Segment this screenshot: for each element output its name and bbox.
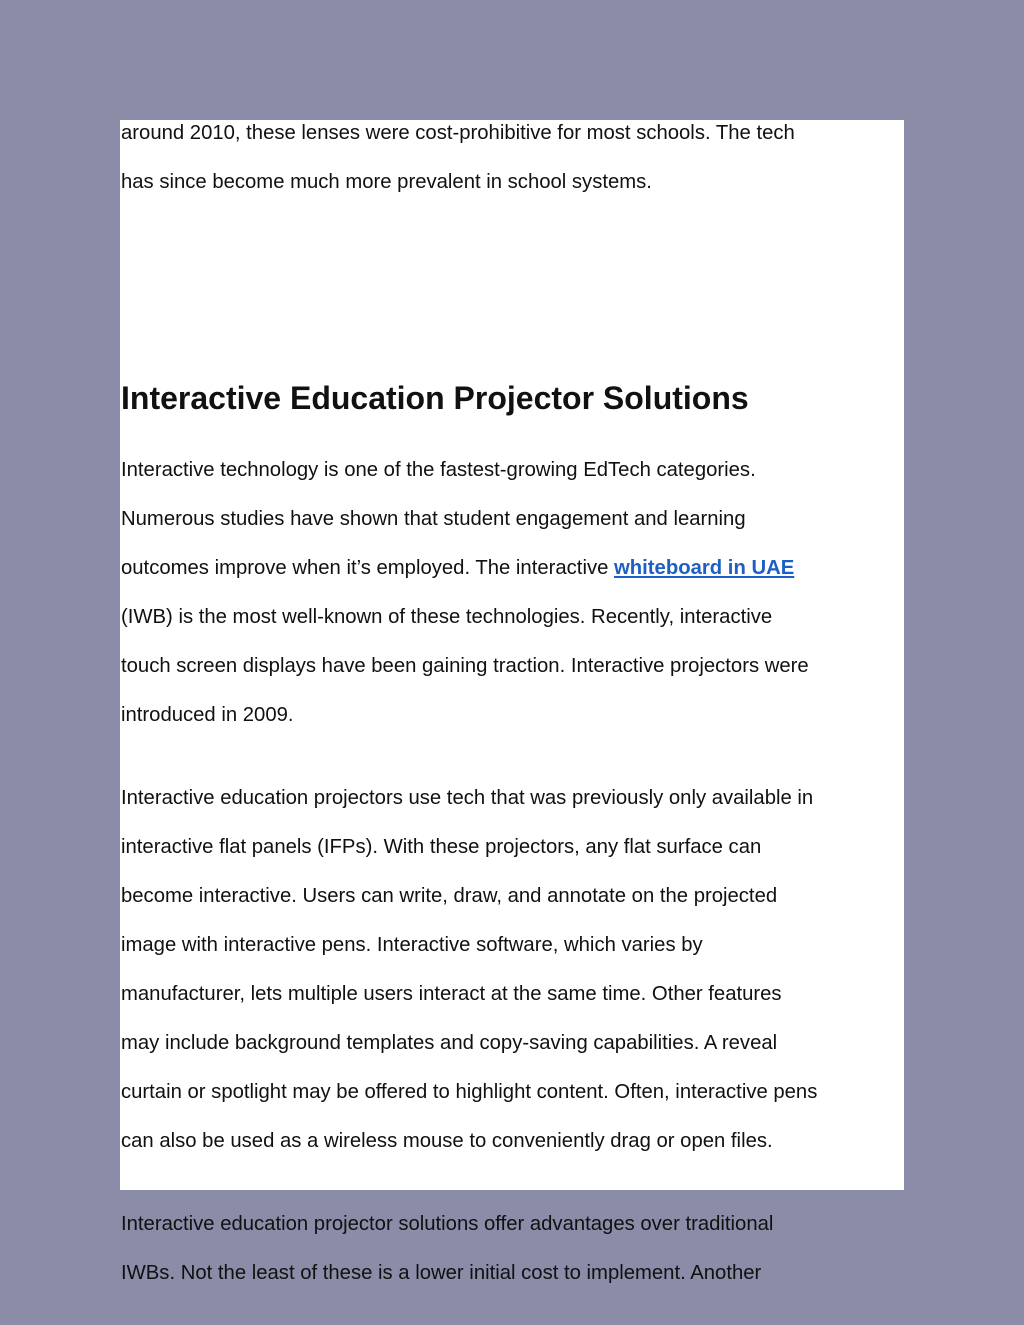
paragraph-projector-features: [121, 774, 817, 1166]
text-line: IWBs. Not the least of these is a lower initial cost to implement. Another: [121, 1262, 762, 1284]
section-heading: Interactive Education Projector Solutions: [121, 380, 749, 416]
document-page: [120, 120, 904, 1284]
text-line: around 2010, these lenses were cost-prohibitive for most schools. The tech: [121, 122, 795, 144]
paragraph-interactive-technology: [121, 446, 809, 740]
text-line: image with interactive pens. Interactive software, which varies by: [121, 934, 703, 956]
text-line: Interactive education projectors use tech that was previously only available in: [121, 787, 814, 809]
text-line: (IWB) is the most well-known of these technologies. Recently, interactive: [121, 606, 773, 628]
text-segment: outcomes improve when it’s employed. The interactive: [121, 557, 614, 579]
text-line: may include background templates and copy-saving capabilities. A reveal: [121, 1032, 778, 1054]
text-line: touch screen displays have been gaining traction. Interactive projectors were: [121, 655, 809, 677]
paragraph-intro: [121, 109, 795, 207]
text-line: manufacturer, lets multiple users interact at the same time. Other features: [121, 983, 782, 1005]
text-line: interactive flat panels (IFPs). With these projectors, any flat surface can: [121, 836, 762, 858]
text-line: has since become much more prevalent in school systems.: [121, 171, 652, 193]
text-line: Interactive education projector solutions offer advantages over traditional: [121, 1213, 774, 1235]
text-line: Interactive technology is one of the fastest-growing EdTech categories.: [121, 459, 756, 481]
text-line: introduced in 2009.: [121, 704, 294, 726]
text-line: can also be used as a wireless mouse to conveniently drag or open files.: [121, 1130, 773, 1152]
whiteboard-link[interactable]: whiteboard in UAE: [614, 557, 795, 579]
text-line-with-link: [121, 544, 809, 593]
text-line: become interactive. Users can write, draw, and annotate on the projected: [121, 885, 778, 907]
text-line: Numerous studies have shown that student engagement and learning: [121, 508, 746, 530]
paragraph-advantages: [121, 1200, 773, 1298]
text-line: curtain or spotlight may be offered to highlight content. Often, interactive pens: [121, 1081, 818, 1103]
